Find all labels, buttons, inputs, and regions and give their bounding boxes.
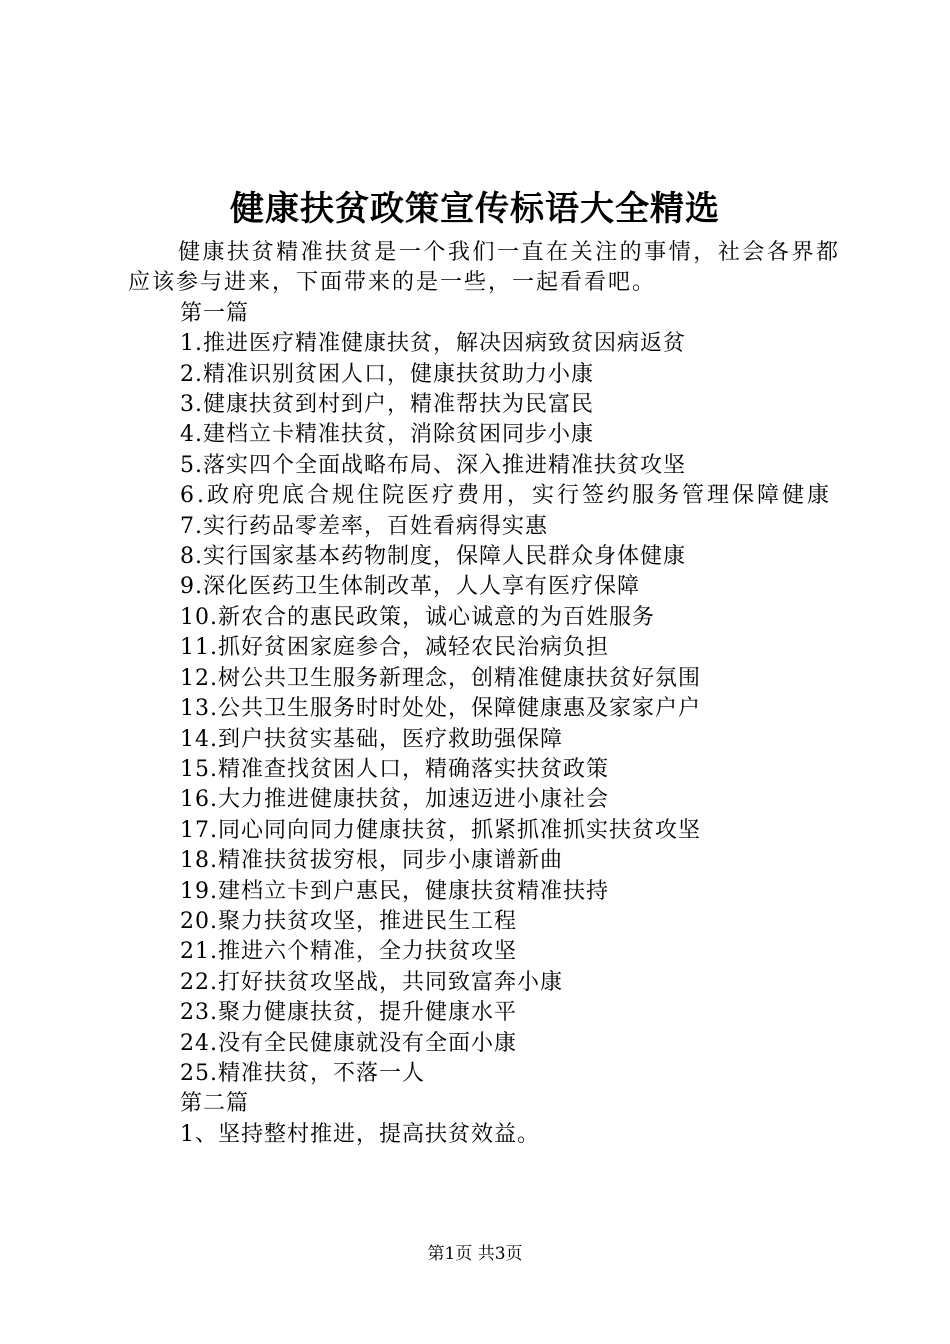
list-item: 18.精准扶贫拔穷根，同步小康谱新曲 — [180, 848, 563, 874]
document-body — [128, 238, 840, 1150]
page-footer: 第1页 共3页 — [427, 1244, 523, 1264]
list-item: 6.政府兜底合规住院医疗费用，实行签约服务管理保障健康 — [180, 483, 832, 509]
list-item: 3.健康扶贫到村到户，精准帮扶为民富民 — [180, 392, 594, 418]
list-item: 24.没有全民健康就没有全面小康 — [180, 1030, 517, 1056]
list-item: 1、坚持整村推进，提高扶贫效益。 — [180, 1121, 540, 1147]
list-item: 16.大力推进健康扶贫，加速迈进小康社会 — [180, 787, 609, 813]
list-item: 12.树公共卫生服务新理念，创精准健康扶贫好氛围 — [180, 665, 701, 691]
list-item: 1.推进医疗精准健康扶贫，解决因病致贫因病返贫 — [180, 331, 686, 357]
list-item: 5.落实四个全面战略布局、深入推进精准扶贫攻坚 — [180, 452, 686, 478]
list-item: 22.打好扶贫攻坚战，共同致富奔小康 — [180, 969, 563, 995]
list-item: 20.聚力扶贫攻坚，推进民生工程 — [180, 908, 517, 934]
intro-paragraph: 健康扶贫精准扶贫是一个我们一直在关注的事情，社会各界都应该参与进来，下面带来的是一些，一起看看吧。 — [128, 240, 840, 296]
list-item: 17.同心同向同力健康扶贫，抓紧抓准抓实扶贫攻坚 — [180, 817, 701, 843]
section-heading-2: 第二篇 — [180, 1091, 250, 1117]
list-item: 14.到户扶贫实基础，医疗救助强保障 — [180, 726, 563, 752]
list-item: 2.精准识别贫困人口，健康扶贫助力小康 — [180, 361, 594, 387]
list-item: 4.建档立卡精准扶贫，消除贫困同步小康 — [180, 422, 594, 448]
section-heading-1: 第一篇 — [180, 300, 250, 326]
document-title: 健康扶贫政策宣传标语大全精选 — [230, 189, 720, 229]
list-item: 7.实行药品零差率，百姓看病得实惠 — [180, 513, 548, 539]
slogan-list-1 — [128, 329, 840, 1089]
list-item: 23.聚力健康扶贫，提升健康水平 — [180, 1000, 517, 1026]
list-item: 13.公共卫生服务时时处处，保障健康惠及家家户户 — [180, 696, 701, 722]
list-item: 15.精准查找贫困人口，精确落实扶贫政策 — [180, 756, 609, 782]
slogan-list-2 — [128, 1120, 840, 1150]
list-item: 10.新农合的惠民政策，诚心诚意的为百姓服务 — [180, 604, 655, 630]
list-item: 21.推进六个精准，全力扶贫攻坚 — [180, 939, 517, 965]
list-item: 9.深化医药卫生体制改革，人人享有医疗保障 — [180, 574, 640, 600]
list-item: 19.建档立卡到户惠民，健康扶贫精准扶持 — [180, 878, 609, 904]
list-item: 8.实行国家基本药物制度，保障人民群众身体健康 — [180, 544, 686, 570]
list-item: 11.抓好贫困家庭参合，减轻农民治病负担 — [180, 635, 609, 661]
list-item: 25.精准扶贫，不落一人 — [180, 1060, 425, 1086]
